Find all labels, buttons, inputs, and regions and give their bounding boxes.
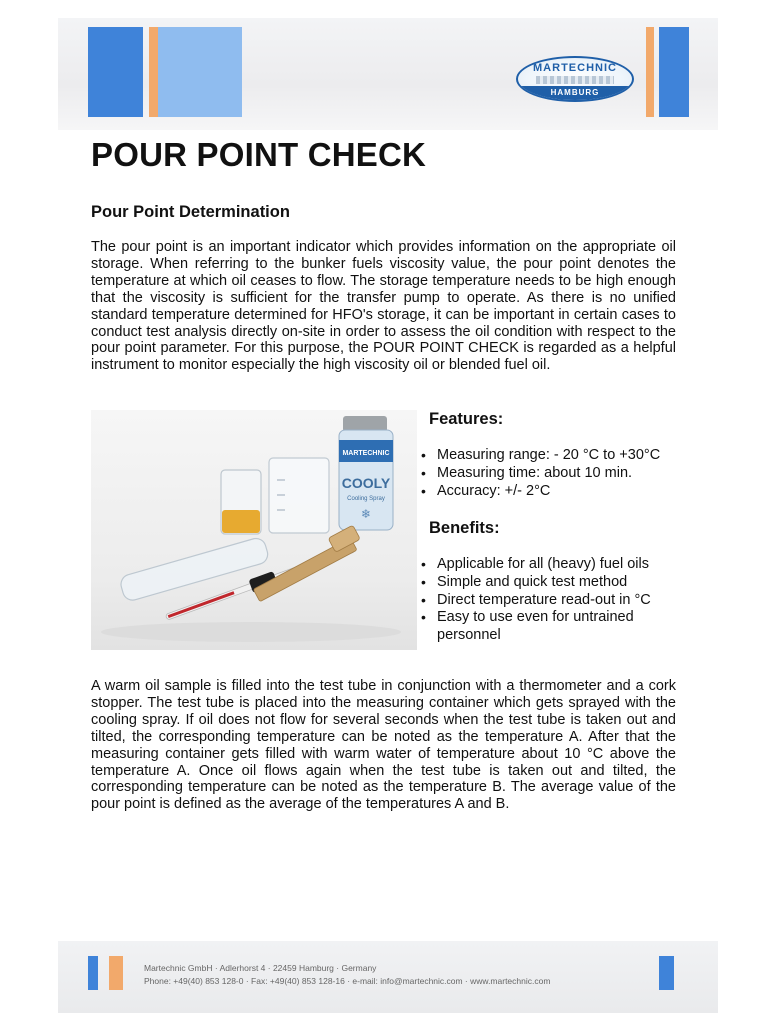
footer-contact: Phone: +49(40) 853 128-0 · Fax: +49(40) 853 128-16 · e-mail: info@martechnic.com · www.martechnic.com [144, 976, 551, 986]
header-blue-bar-right [659, 27, 689, 117]
benefit-text: Applicable for all (heavy) fuel oils [437, 556, 649, 572]
martechnic-logo [516, 56, 634, 102]
can-brand-text: MARTECHNIC [342, 450, 390, 457]
footer-blue-bar-right [659, 956, 674, 990]
snowflake-icon: ❄ [360, 507, 372, 521]
bullet-icon: • [421, 556, 426, 572]
benefit-text: Direct temperature read-out in °C [437, 591, 651, 608]
footer-address: Martechnic GmbH · Adlerhorst 4 · 22459 Hamburg · Germany [144, 963, 377, 973]
feature-text: Measuring time: about 10 min. [437, 464, 633, 481]
can-sub-text: Cooling Spray [347, 496, 385, 502]
benefit-text: Simple and quick test method [437, 573, 628, 590]
benefits-list [421, 556, 691, 645]
section-subtitle: Pour Point Determination [91, 203, 290, 221]
feature-text: Accuracy: +/- 2°C [437, 482, 551, 499]
bullet-icon: • [421, 482, 426, 499]
list-item [421, 483, 691, 501]
benefits-heading: Benefits: [429, 519, 500, 537]
can-label-text: COOLY [341, 475, 391, 491]
footer-blue-bar [88, 956, 98, 990]
page-title: POUR POINT CHECK [91, 136, 427, 173]
bullet-icon: • [421, 447, 426, 463]
logo-ship-graphic [536, 76, 614, 84]
logo-city-text: HAMBURG [518, 86, 632, 100]
list-item [421, 447, 691, 465]
product-photo [91, 410, 417, 650]
list-item [421, 574, 691, 592]
logo-brand-text: MARTECHNIC [533, 62, 617, 74]
intro-paragraph: The pour point is an important indicator which provides information on the appropriate oil storage. When referring to the bunker fuels viscosity value, the pour point denotes the temperature at which oil ceases to flow. The storage temperature needs to be high enough that the viscosity is sufficient for the transfer pump to operate. As there is no unified standard temperature determined for HFO's storage, it can be important in certain cases to conduct test analysis directly on-site in order to assess the oil condition with respect to the pour point parameter. For this purpose, the POUR POINT CHECK is regarded as a helpful instrument to monitor especially the high viscosity oil or blended fuel oil. [91, 239, 676, 374]
bullet-icon: • [421, 464, 426, 481]
header-light-blue-bar [158, 27, 242, 117]
header-blue-bar [88, 27, 143, 117]
header-orange-bar [149, 27, 158, 117]
bullet-icon: • [421, 573, 426, 590]
features-heading: Features: [429, 410, 504, 428]
list-item [421, 592, 691, 610]
header-orange-bar-right [646, 27, 654, 117]
footer-orange-bar [109, 956, 123, 990]
list-item [421, 609, 677, 645]
procedure-paragraph: A warm oil sample is filled into the test tube in conjunction with a thermometer and a cork stopper. The test tube is placed into the measuring container which gets sprayed with the cooling spray. If oil does not flow for several seconds when the test tube is taken out and tilted, the corresponding temperature can be noted as the temperature A. After that the measuring container gets filled with warm water of temperature about 10 °C above the temperature A. Once oil flows again when the test tube is taken out and tilted, the corresponding temperature can be noted as the temperature B. The average value of the pour point is defined as the average of the temperatures A and B. [91, 678, 676, 813]
list-item [421, 556, 691, 574]
features-list [421, 447, 691, 500]
list-item [421, 465, 691, 483]
bullet-icon: • [421, 591, 426, 608]
benefit-text: Easy to use even for untrained personnel [437, 609, 634, 644]
bullet-icon: • [421, 609, 426, 626]
feature-text: Measuring range: - 20 °C to +30°C [437, 447, 661, 463]
